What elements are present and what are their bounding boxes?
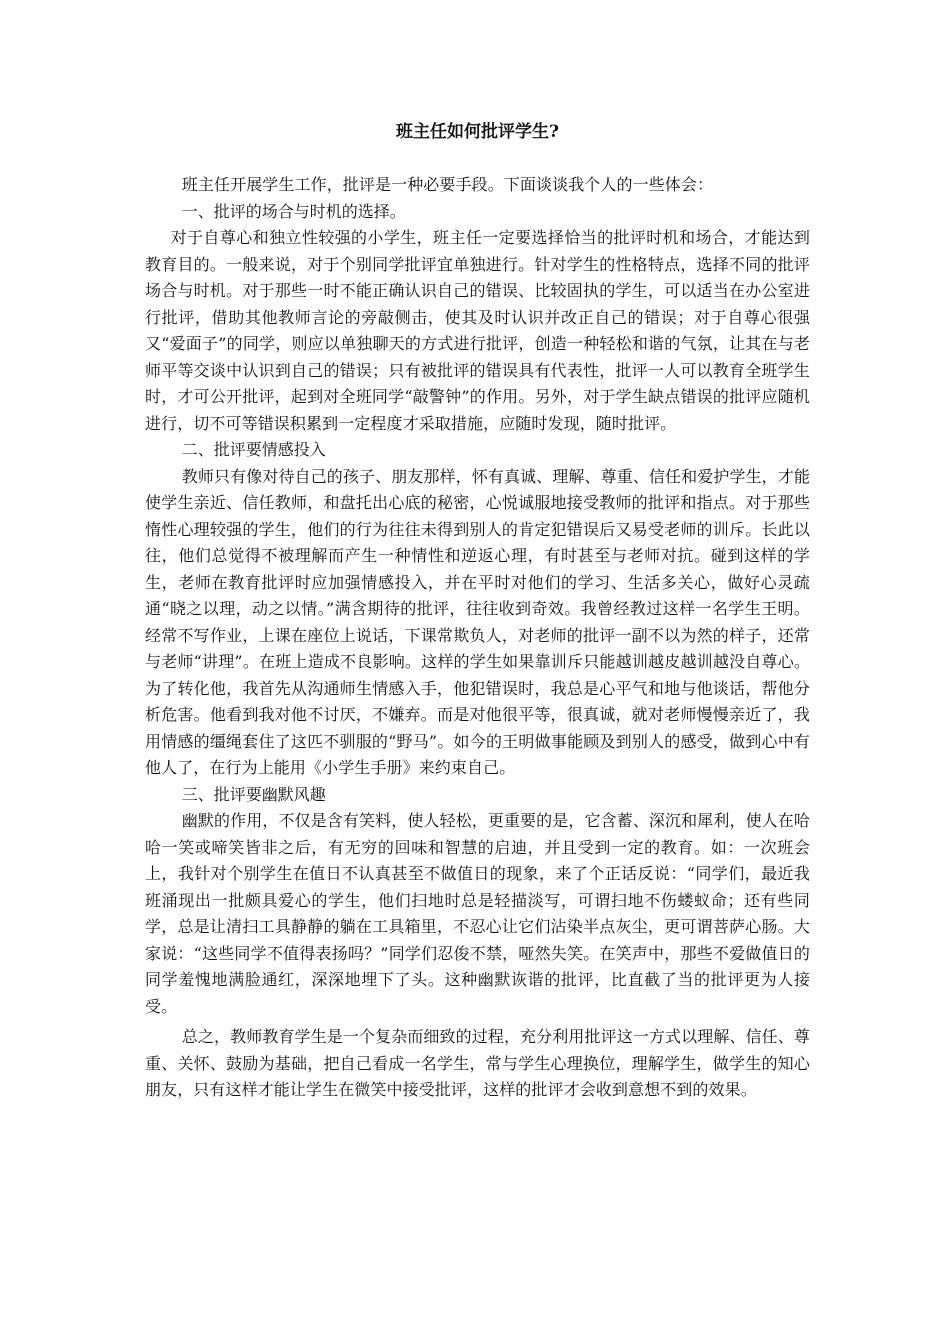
section-2-heading: 二、批评要情感投入 [181,440,326,459]
document-title: 班主任如何批评学生? [396,122,559,142]
document-page [145,120,810,1104]
conclusion-paragraph: 总之，教师教育学生是一个复杂而细致的过程，充分利用批评这一方式以理解、信任、尊重、关怀、鼓励为基础，把自己看成一名学生，常与学生心理换位，理解学生，做学生的知心朋友，只有这样才能让学生在微笑中接受批评，这样的批评才会收到意想不到的效果。 [145,1027,810,1099]
section-2-paragraph: 教师只有像对待自己的孩子、朋友那样，怀有真诚、理解、尊重、信任和爱护学生，才能使学生亲近、信任教师，和盘托出心底的秘密，心悦诚服地接受教师的批评和指点。对于那些惰性心理较强的学生，他们的行为往往未得到别人的肯定犯错误后又易受老师的训斥。长此以往，他们总觉得不被理解而产生一种情性和逆返心理，有时甚至与老师对抗。碰到这样的学生，老师在教育批评时应加强情感投入，并在平时对他们的学习、生活多关心，做好心灵疏通“晓之以理，动之以情。”满含期待的批评，往往收到奇效。我曾经教过这样一名学生王明。经常不写作业，上课在座位上说话，下课常欺负人，对老师的批评一副不以为然的样子，还常与老师“讲理”。在班上造成不良影响。这样的学生如果靠训斥只能越训越皮越训越没自尊心。为了转化他，我首先从沟通师生情感入手，他犯错误时，我总是心平气和地与他谈话，帮他分析危害。他看到我对他不讨厌，不嫌弃。而是对他很平等，很真诚，就对老师慢慢亲近了，我用情感的缰绳套住了这匹不驯服的“野马”。如今的王明做事能顾及到别人的感受，做到心中有他人了，在行为上能用《小学生手册》来约束自己。 [145,466,810,777]
section-3-paragraph: 幽默的作用，不仅是含有笑料，使人轻松，更重要的是，它含蓄、深沉和犀利，使人在哈哈一笑或啼笑皆非之后，有无穷的回味和智慧的启迪，并且受到一定的教育。如：一次班会上，我针对个别学生在值日不认真甚至不做值日的现象，来了个正话反说：“同学们，最近我班涌现出一批颇具爱心的学生，他们扫地时总是轻描淡写，可谓扫地不伤蝼蚁命；还有些同学，总是让清扫工具静静的躺在工具箱里，不忍心让它们沾染半点灰尘，更可谓菩萨心肠。大家说：“这些同学不值得表扬吗？”同学们忍俊不禁，哑然失笑。在笑声中，那些不爱做值日的同学羞愧地满脸通红，深深地埋下了头。这种幽默诙谐的批评，比直截了当的批评更为人接受。 [145,811,810,1016]
section-3-heading: 三、批评要幽默风趣 [181,784,326,804]
section-1-heading: 一、批评的场合与时机的选择。 [181,201,406,221]
section-1-paragraph: 对于自尊心和独立性较强的小学生，班主任一定要选择恰当的批评时机和场合，才能达到教育目的。一般来说，对于个别同学批评宜单独进行。针对学生的性格特点，选择不同的批评场合与时机。对于那些一时不能正确认识自己的错误、比较固执的学生，可以适当在办公室进行批评，借助其他教师言论的旁敲侧击，使其及时认识并改正自己的错误；对于自尊心很强又“爱面子”的同学，则应以单独聊天的方式进行批评，创造一种轻松和谐的气氛，让其在与老师平等交谈中认识到自己的错误；只有被批评的错误具有代表性，批评一人可以教育全班学生时，才可公开批评，起到对全班同学“敲警钟”的作用。另外，对于学生缺点错误的批评应随机进行，切不可等错误积累到一定程度才采取措施，应随时发现，随时批评。 [145,228,810,433]
intro-paragraph: 班主任开展学生工作，批评是一种必要手段。下面谈谈我个人的一些体会： [181,175,714,194]
